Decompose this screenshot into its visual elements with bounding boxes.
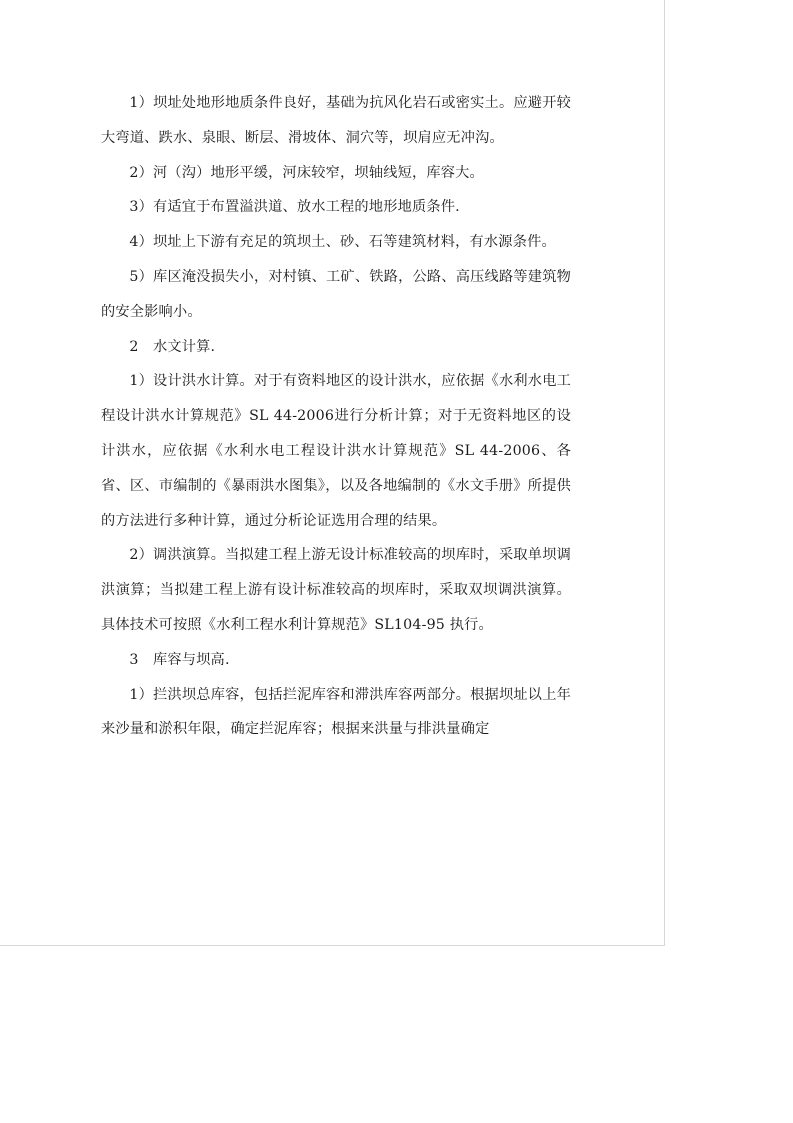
body-text — [101, 86, 571, 747]
section-heading-capacity: 3 库容与坝高. — [129, 651, 230, 668]
paragraph-inundation-loss: 5）库区淹没损失小，对村镇、工矿、铁路，公路、高压线路等建筑物的安全影响小。 — [101, 268, 571, 320]
paragraph-flood-routing: 2）调洪演算。当拟建工程上游无设计标准较高的坝库时，采取单坝调洪演算；当拟建工程上游有设计标准较高的坝库时，采取双坝调洪演算。具体技术可按照《水利工程水利计算规范》SL104-95 执行。 — [101, 547, 571, 633]
paragraph-total-capacity: 1）拦洪坝总库容，包括拦泥库容和滞洪库容两部分。根据坝址以上年来沙量和淤积年限，确定拦泥库容；根据来洪量与排洪量确定 — [101, 686, 571, 738]
paragraph-river-terrain: 2）河（沟）地形平缓，河床较窄，坝轴线短，库容大。 — [129, 164, 484, 181]
paragraph-site-geology: 1）坝址处地形地质条件良好，基础为抗风化岩石或密实土。应避开较大弯道、跌水、泉眼、断层、滑坡体、洞穴等，坝肩应无冲沟。 — [101, 95, 571, 146]
paragraph-building-materials: 4）坝址上下游有充足的筑坝土、砂、石等建筑材料，有水源条件。 — [129, 234, 556, 251]
paragraph-design-flood: 1）设计洪水计算。对于有资料地区的设计洪水，应依据《水利水电工程设计洪水计算规范》SL 44-2006进行分析计算；对于无资料地区的设计洪水，应依据《水利水电工程设计洪水计算规范》SL 44-2006、各省、区、市编制的《暴雨洪水图集》，以及各地编制的《水文手册》所提供的方法进行多种计算，通过分析论证选用合理的结果。 — [101, 373, 571, 529]
paragraph-spillway-conditions: 3）有适宜于布置溢洪道、放水工程的地形地质条件. — [129, 199, 460, 216]
section-heading-hydrology: 2 水文计算. — [129, 338, 216, 355]
